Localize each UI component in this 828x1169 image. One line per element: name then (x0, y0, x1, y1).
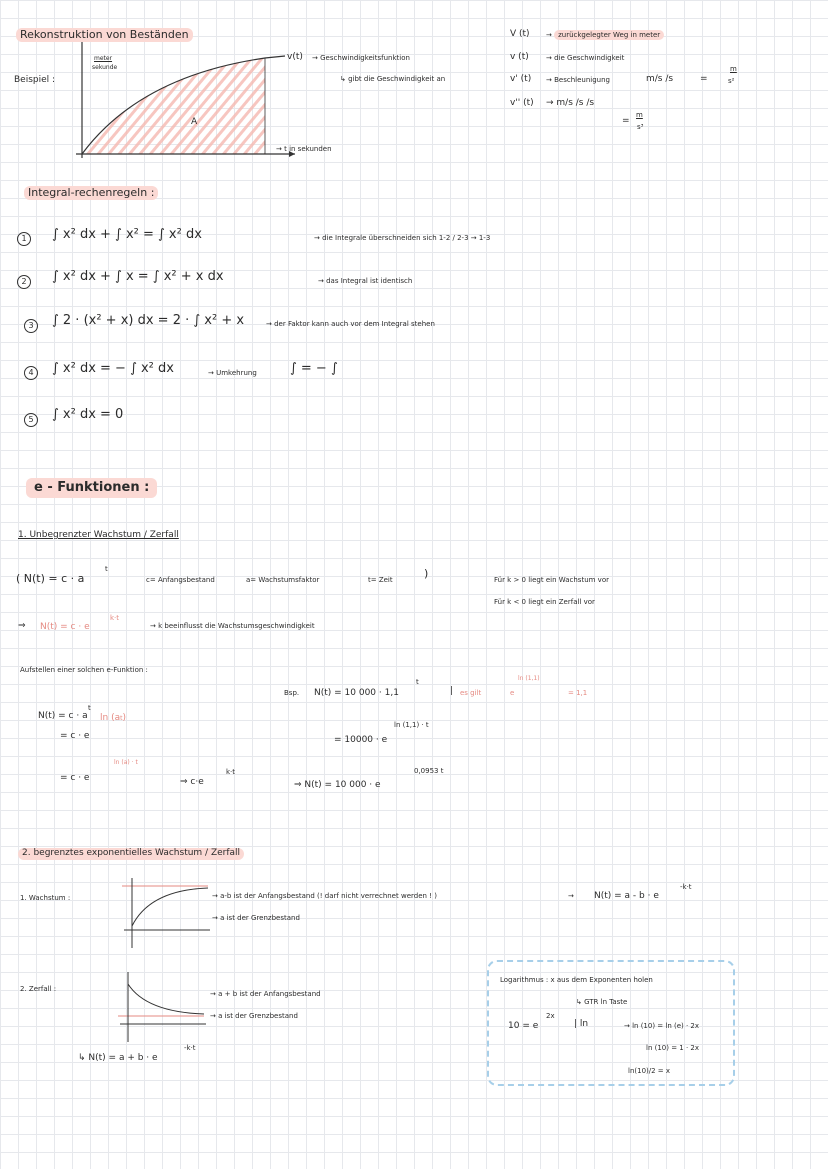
s2-growth-f: N(t) = a - b · e (594, 891, 659, 901)
legend-s3: s³ (637, 123, 644, 131)
s2-title: 2. begrenztes exponentielles Wachstum / Zerfall (18, 848, 244, 860)
derive-1-note: ln (at) (100, 713, 126, 723)
log-eq1-op: | ln (574, 1019, 589, 1029)
derive-1: N(t) = c · a (38, 711, 88, 721)
log-eq1: 10 = e (508, 1021, 539, 1031)
legend-f2: v (t) (510, 52, 529, 62)
s2-decay-d1: → a + b ist der Anfangsbestand (210, 990, 321, 998)
derive-4-exp: k·t (226, 768, 236, 776)
rule-5-badge: 5 (24, 413, 38, 427)
s1-title: 1. Unbegrenzter Wachstum / Zerfall (18, 530, 179, 540)
area-label: A (191, 117, 198, 127)
unit-bottom: sekunde (92, 64, 118, 71)
s2-decay-exp: -k·t (184, 1044, 196, 1052)
unit-top: meter (94, 55, 113, 62)
legend-f4: v'' (t) (510, 98, 534, 108)
rule-3-badge: 3 (24, 319, 38, 333)
legend-m: m (730, 65, 737, 73)
es-gilt-f: e (510, 689, 515, 697)
s1-ne-exp: k·t (110, 614, 120, 622)
s1-ne: N(t) = c · e (40, 622, 90, 632)
s2-growth-label: 1. Wachstum : (20, 894, 71, 902)
derive-4: ⇒ c·e (180, 777, 204, 787)
legend-d2: → die Geschwindigkeit (546, 54, 625, 62)
vt-label: v(t) (287, 52, 303, 62)
x-axis-label: → t in sekunden (276, 145, 332, 153)
s1-close: ) (424, 567, 429, 580)
log-eq2: → ln (10) = ln (e) · 2x (624, 1022, 700, 1030)
s1-k-neg: Für k < 0 liegt ein Zerfall vor (494, 598, 595, 606)
log-note: ↳ GTR ln Taste (576, 998, 628, 1006)
s2-decay-d2: → a ist der Grenzbestand (210, 1012, 298, 1020)
legend-s2: s² (728, 77, 735, 85)
rule-1-badge: 1 (17, 232, 31, 246)
decay-graph (118, 972, 208, 1044)
s1-ne-arrow: ⇒ (18, 621, 26, 631)
growth-graph (122, 878, 212, 950)
rule-4-formula: ∫ x² dx = − ∫ x² dx (52, 361, 174, 376)
rule-4-reverse: ∫ = − ∫ (290, 361, 338, 376)
vt-desc: → Geschwindigkeitsfunktion (312, 54, 410, 62)
legend-f1: V (t) (510, 29, 530, 39)
s1-k-desc: → k beeinflusst die Wachstumsgeschwindigkeit (150, 622, 315, 630)
s1-t: t= Zeit (368, 576, 393, 584)
s2-growth-d1: → a-b ist der Anfangsbestand (! darf nicht verrechnet werden ! ) (212, 892, 437, 900)
bsp-bar: | (450, 686, 454, 696)
s2-decay-f: ↳ N(t) = a + b · e (78, 1053, 158, 1063)
legend-d1: → zurückgelegter Weg in meter (546, 32, 664, 40)
s2-decay-label: 2. Zerfall : (20, 985, 57, 993)
s1-a: a= Wachstumsfaktor (246, 576, 320, 584)
log-eq4: ln(10)/2 = x (628, 1067, 671, 1075)
bsp-f2: = 10000 · e (334, 735, 388, 745)
legend-f3: v' (t) (510, 74, 532, 84)
setup-title: Aufstellen einer solchen e-Funktion : (20, 666, 148, 674)
s1-formula: ( N(t) = c · a (16, 572, 85, 585)
bsp-f2-exp: ln (1,1) · t (394, 721, 429, 729)
legend-u4: → m/s /s /s (546, 98, 595, 108)
log-eq1-exp: 2x (546, 1012, 555, 1020)
legend-d3: → Beschleunigung (546, 76, 610, 84)
rule-1-formula: ∫ x² dx + ∫ x² = ∫ x² dx (52, 227, 202, 242)
example-label: Beispiel : (14, 75, 56, 85)
derive-2: = c · e (60, 731, 90, 741)
rule-5-formula: ∫ x² dx = 0 (52, 407, 124, 422)
efunc-title: e - Funktionen : (26, 478, 157, 498)
log-eq3: ln (10) = 1 · 2x (646, 1044, 700, 1052)
bsp-f1: N(t) = 10 000 · 1,1 (314, 688, 399, 698)
bsp-f3-exp: 0,0953 t (414, 767, 444, 775)
rule-2-badge: 2 (17, 275, 31, 289)
rule-4-desc: → Umkehrung (208, 369, 257, 377)
bsp-f1-exp: t (416, 678, 419, 686)
s1-c: c= Anfangsbestand (146, 576, 215, 584)
rule-3-desc: → der Faktor kann auch vor dem Integral stehen (266, 320, 435, 328)
rules-title: Integral-rechenregeln : (24, 186, 158, 200)
vt-desc2: ↳ gibt die Geschwindigkeit an (340, 75, 446, 83)
rule-4-badge: 4 (24, 366, 38, 380)
legend-eq4: = (622, 116, 630, 126)
section-title-reconstruction: Rekonstruktion von Beständen (16, 28, 193, 42)
s1-k-pos: Für k > 0 liegt ein Wachstum vor (494, 576, 609, 584)
bsp-label: Bsp. (284, 689, 300, 697)
rule-3-formula: ∫ 2 · (x² + x) dx = 2 · ∫ x² + x (52, 313, 245, 328)
s2-growth-d2: → a ist der Grenzbestand (212, 914, 300, 922)
derive-3-exp: ln (a) · t (114, 759, 138, 766)
bsp-f3: ⇒ N(t) = 10 000 · e (294, 780, 381, 790)
es-gilt-val: = 1,1 (568, 689, 588, 697)
legend-u3: m/s /s (646, 74, 674, 84)
es-gilt: es gilt (460, 689, 482, 697)
rule-2-desc: → das Integral ist identisch (318, 277, 413, 285)
derive-3: = c · e (60, 773, 90, 783)
s1-formula-exp: t (105, 565, 108, 573)
legend-m2: m (636, 111, 643, 119)
rule-1-desc: → die Integrale überschneiden sich 1-2 / 2-3 → 1-3 (314, 234, 491, 242)
s2-growth-exp: -k·t (680, 883, 692, 891)
legend-eq3: = (700, 74, 708, 84)
derive-1-exp: t (88, 704, 91, 712)
es-gilt-exp: ln (1,1) (518, 675, 540, 682)
log-title: Logarithmus : x aus dem Exponenten holen (500, 976, 653, 984)
rule-2-formula: ∫ x² dx + ∫ x = ∫ x² + x dx (52, 269, 224, 284)
s2-growth-arrow: → (568, 892, 574, 900)
